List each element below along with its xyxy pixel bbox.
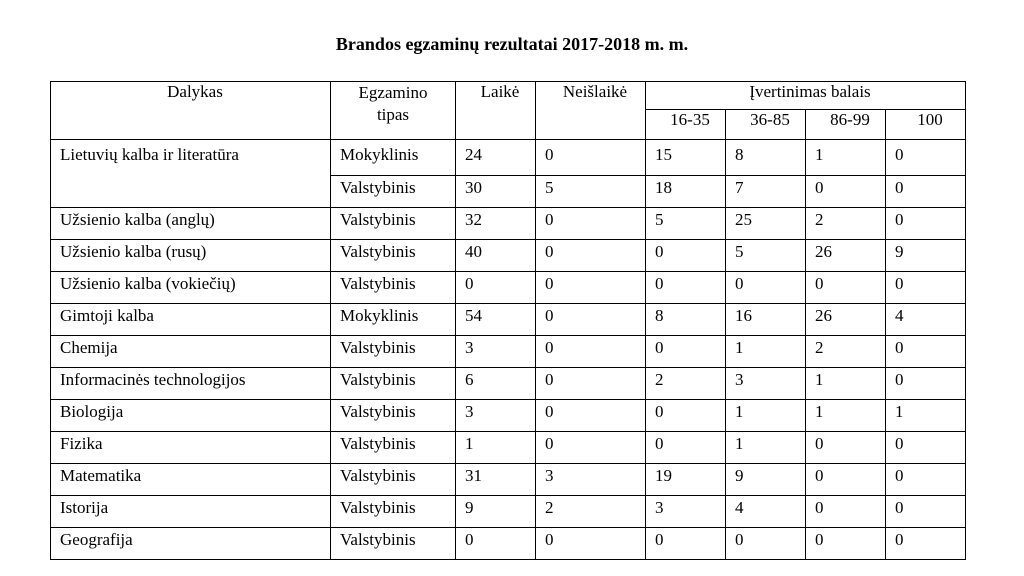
cell-score-16-35: 8 <box>646 304 726 336</box>
cell-score-86-99: 26 <box>806 304 886 336</box>
cell-score-16-35: 0 <box>646 400 726 432</box>
table-row <box>51 240 966 272</box>
header-range-36-85: 36-85 <box>726 110 806 140</box>
cell-took: 0 <box>456 528 536 560</box>
cell-subject: Užsienio kalba (rusų) <box>51 240 331 272</box>
cell-exam-type: Valstybinis <box>331 400 456 432</box>
cell-exam-type: Valstybinis <box>331 240 456 272</box>
cell-took: 3 <box>456 400 536 432</box>
cell-failed: 0 <box>536 336 646 368</box>
cell-score-36-85: 9 <box>726 464 806 496</box>
cell-score-16-35: 18 <box>646 176 726 208</box>
cell-subject: Biologija <box>51 400 331 432</box>
cell-score-16-35: 3 <box>646 496 726 528</box>
cell-failed: 0 <box>536 272 646 304</box>
cell-score-86-99: 0 <box>806 432 886 464</box>
cell-subject: Informacinės technologijos <box>51 368 331 400</box>
cell-exam-type: Valstybinis <box>331 368 456 400</box>
header-exam-type: Egzamino tipas <box>331 82 456 140</box>
cell-score-100: 0 <box>886 432 966 464</box>
header-score-group: Įvertinimas balais <box>646 82 966 110</box>
cell-exam-type: Valstybinis <box>331 432 456 464</box>
cell-score-86-99: 2 <box>806 208 886 240</box>
cell-took: 1 <box>456 432 536 464</box>
cell-score-16-35: 15 <box>646 140 726 176</box>
cell-failed: 0 <box>536 528 646 560</box>
cell-took: 6 <box>456 368 536 400</box>
cell-score-100: 0 <box>886 272 966 304</box>
cell-score-36-85: 1 <box>726 432 806 464</box>
header-range-100: 100 <box>886 110 966 140</box>
cell-score-86-99: 0 <box>806 528 886 560</box>
cell-exam-type: Valstybinis <box>331 464 456 496</box>
cell-failed: 2 <box>536 496 646 528</box>
cell-score-86-99: 0 <box>806 176 886 208</box>
cell-failed: 0 <box>536 208 646 240</box>
cell-score-16-35: 5 <box>646 208 726 240</box>
cell-score-36-85: 0 <box>726 528 806 560</box>
cell-score-16-35: 0 <box>646 240 726 272</box>
cell-took: 32 <box>456 208 536 240</box>
cell-score-36-85: 7 <box>726 176 806 208</box>
cell-score-86-99: 1 <box>806 368 886 400</box>
cell-took: 9 <box>456 496 536 528</box>
cell-exam-type: Valstybinis <box>331 336 456 368</box>
cell-score-100: 0 <box>886 140 966 176</box>
cell-score-100: 0 <box>886 176 966 208</box>
cell-score-100: 0 <box>886 496 966 528</box>
table-row <box>51 432 966 464</box>
cell-score-16-35: 0 <box>646 432 726 464</box>
table-row <box>51 304 966 336</box>
cell-subject: Geografija <box>51 528 331 560</box>
document-title: Brandos egzaminų rezultatai 2017-2018 m. m. <box>335 34 689 54</box>
table-row <box>51 400 966 432</box>
cell-score-36-85: 16 <box>726 304 806 336</box>
table-row <box>51 368 966 400</box>
cell-failed: 0 <box>536 304 646 336</box>
cell-took: 0 <box>456 272 536 304</box>
cell-subject: Užsienio kalba (vokiečių) <box>51 272 331 304</box>
cell-failed: 0 <box>536 240 646 272</box>
cell-score-100: 9 <box>886 240 966 272</box>
cell-score-86-99: 0 <box>806 464 886 496</box>
cell-took: 24 <box>456 140 536 176</box>
cell-score-86-99: 0 <box>806 272 886 304</box>
cell-took: 40 <box>456 240 536 272</box>
cell-score-100: 0 <box>886 368 966 400</box>
exam-results-table <box>50 81 966 560</box>
cell-subject: Chemija <box>51 336 331 368</box>
cell-score-86-99: 0 <box>806 496 886 528</box>
cell-subject: Užsienio kalba (anglų) <box>51 208 331 240</box>
header-subject: Dalykas <box>51 82 331 140</box>
cell-took: 30 <box>456 176 536 208</box>
cell-failed: 0 <box>536 400 646 432</box>
header-row <box>51 82 966 110</box>
cell-took: 54 <box>456 304 536 336</box>
cell-exam-type: Mokyklinis <box>331 304 456 336</box>
cell-score-36-85: 4 <box>726 496 806 528</box>
cell-subject: Lietuvių kalba ir literatūra <box>51 140 331 208</box>
table-row <box>51 272 966 304</box>
cell-exam-type: Mokyklinis <box>331 140 456 176</box>
cell-score-16-35: 0 <box>646 272 726 304</box>
cell-score-100: 0 <box>886 336 966 368</box>
cell-score-86-99: 26 <box>806 240 886 272</box>
cell-score-16-35: 0 <box>646 336 726 368</box>
cell-score-86-99: 2 <box>806 336 886 368</box>
header-failed: Neišlaikė <box>536 82 646 140</box>
cell-took: 3 <box>456 336 536 368</box>
table-row <box>51 336 966 368</box>
cell-failed: 5 <box>536 176 646 208</box>
cell-took: 31 <box>456 464 536 496</box>
table-row <box>51 208 966 240</box>
cell-score-16-35: 0 <box>646 528 726 560</box>
table-row <box>51 496 966 528</box>
cell-subject: Istorija <box>51 496 331 528</box>
cell-score-36-85: 3 <box>726 368 806 400</box>
cell-score-36-85: 0 <box>726 272 806 304</box>
header-range-86-99: 86-99 <box>806 110 886 140</box>
cell-score-100: 0 <box>886 464 966 496</box>
cell-score-36-85: 5 <box>726 240 806 272</box>
header-took: Laikė <box>456 82 536 140</box>
cell-subject: Gimtoji kalba <box>51 304 331 336</box>
cell-score-86-99: 1 <box>806 140 886 176</box>
cell-score-36-85: 1 <box>726 336 806 368</box>
cell-subject: Matematika <box>51 464 331 496</box>
cell-subject: Fizika <box>51 432 331 464</box>
cell-failed: 0 <box>536 368 646 400</box>
cell-score-16-35: 2 <box>646 368 726 400</box>
table-row <box>51 140 966 176</box>
cell-exam-type: Valstybinis <box>331 176 456 208</box>
cell-exam-type: Valstybinis <box>331 496 456 528</box>
cell-failed: 0 <box>536 432 646 464</box>
cell-score-100: 1 <box>886 400 966 432</box>
cell-score-36-85: 25 <box>726 208 806 240</box>
cell-failed: 3 <box>536 464 646 496</box>
cell-exam-type: Valstybinis <box>331 528 456 560</box>
table-row <box>51 464 966 496</box>
cell-score-36-85: 1 <box>726 400 806 432</box>
cell-score-100: 0 <box>886 208 966 240</box>
cell-score-100: 0 <box>886 528 966 560</box>
table-row <box>51 528 966 560</box>
cell-failed: 0 <box>536 140 646 176</box>
cell-exam-type: Valstybinis <box>331 272 456 304</box>
cell-score-36-85: 8 <box>726 140 806 176</box>
cell-exam-type: Valstybinis <box>331 208 456 240</box>
cell-score-86-99: 1 <box>806 400 886 432</box>
header-range-16-35: 16-35 <box>646 110 726 140</box>
cell-score-16-35: 19 <box>646 464 726 496</box>
cell-score-100: 4 <box>886 304 966 336</box>
